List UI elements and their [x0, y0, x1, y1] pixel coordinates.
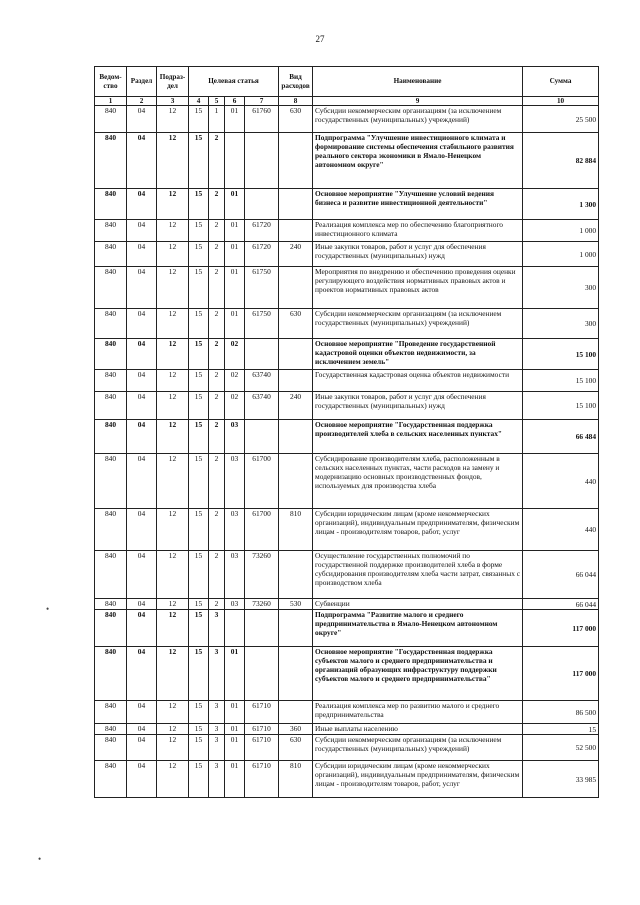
cell-name: Мероприятия по внедрению и обеспечению проведения оценки регулирующего воздействия нормативных правовых актов и проектов нормативных правовых актов [313, 267, 523, 309]
cell-vedom: 840 [95, 106, 127, 133]
cell-vedom: 840 [95, 242, 127, 267]
cell-target-event: 02 [225, 392, 245, 420]
cell-name: Основное мероприятие "Проведение государственной кадастровой оценки объектов недвижимости, за исключением земель" [313, 339, 523, 370]
cell-podrazdel: 12 [157, 454, 189, 509]
cell-name: Иные закупки товаров, работ и услуг для обеспечения государственных (муниципальных) нужд [313, 242, 523, 267]
table-body [95, 67, 599, 798]
cell-sum: 300 [523, 267, 599, 309]
cell-expense-type: 810 [279, 761, 313, 798]
col-number: 8 [279, 97, 313, 106]
header-sum: Сумма [523, 67, 599, 97]
table-row [95, 106, 599, 133]
cell-expense-type: 530 [279, 599, 313, 610]
cell-podrazdel: 12 [157, 133, 189, 189]
cell-name: Иные закупки товаров, работ и услуг для обеспечения государственных (муниципальных) нужд [313, 392, 523, 420]
cell-razdel: 04 [127, 106, 157, 133]
table-row [95, 610, 599, 647]
cell-target-direction: 61700 [245, 509, 279, 551]
cell-razdel: 04 [127, 724, 157, 735]
cell-vedom: 840 [95, 189, 127, 220]
cell-target-program: 15 [189, 724, 209, 735]
cell-target-direction: 61710 [245, 761, 279, 798]
cell-razdel: 04 [127, 420, 157, 454]
cell-target-event: 01 [225, 242, 245, 267]
cell-sum: 440 [523, 509, 599, 551]
cell-name: Основное мероприятие "Государственная поддержка производителей хлеба в сельских населенных пунктах" [313, 420, 523, 454]
col-number: 10 [523, 97, 599, 106]
cell-target-program: 15 [189, 370, 209, 392]
cell-target-subprogram: 2 [209, 454, 225, 509]
table-row [95, 370, 599, 392]
cell-target-subprogram: 3 [209, 647, 225, 701]
cell-target-direction: 73260 [245, 599, 279, 610]
table-row [95, 242, 599, 267]
cell-vedom: 840 [95, 454, 127, 509]
cell-target-program: 15 [189, 133, 209, 189]
cell-sum: 1 000 [523, 220, 599, 242]
header-target-article: Целевая статья [189, 67, 279, 97]
cell-target-direction: 63740 [245, 370, 279, 392]
cell-name: Реализация комплекса мер по развитию малого и среднего предпринимательства [313, 701, 523, 724]
cell-target-direction: 61710 [245, 735, 279, 761]
cell-razdel: 04 [127, 267, 157, 309]
cell-target-event: 03 [225, 551, 245, 599]
cell-podrazdel: 12 [157, 242, 189, 267]
cell-vedom: 840 [95, 339, 127, 370]
cell-target-event: 01 [225, 761, 245, 798]
cell-expense-type: 630 [279, 106, 313, 133]
cell-vedom: 840 [95, 599, 127, 610]
cell-name: Субсидии некоммерческим организациям (за исключением государственных (муниципальных) учреждений) [313, 735, 523, 761]
cell-target-program: 15 [189, 610, 209, 647]
cell-razdel: 04 [127, 509, 157, 551]
cell-sum: 33 985 [523, 761, 599, 798]
cell-podrazdel: 12 [157, 370, 189, 392]
cell-podrazdel: 12 [157, 420, 189, 454]
cell-target-event: 01 [225, 106, 245, 133]
cell-expense-type [279, 551, 313, 599]
cell-target-direction: 61750 [245, 309, 279, 339]
cell-vedom: 840 [95, 610, 127, 647]
cell-expense-type [279, 420, 313, 454]
cell-vedom: 840 [95, 267, 127, 309]
cell-target-event: 01 [225, 701, 245, 724]
cell-expense-type [279, 647, 313, 701]
cell-target-direction: 61750 [245, 267, 279, 309]
cell-target-direction [245, 610, 279, 647]
cell-sum: 1 000 [523, 242, 599, 267]
cell-target-subprogram: 1 [209, 106, 225, 133]
cell-podrazdel: 12 [157, 339, 189, 370]
cell-target-subprogram: 3 [209, 761, 225, 798]
table-header-row [95, 67, 599, 97]
cell-target-subprogram: 2 [209, 551, 225, 599]
cell-expense-type: 810 [279, 509, 313, 551]
cell-target-subprogram: 2 [209, 599, 225, 610]
cell-expense-type [279, 610, 313, 647]
cell-podrazdel: 12 [157, 551, 189, 599]
cell-expense-type: 630 [279, 309, 313, 339]
table-row [95, 420, 599, 454]
table-row [95, 509, 599, 551]
cell-expense-type [279, 189, 313, 220]
cell-name: Субсидии некоммерческим организациям (за исключением государственных (муниципальных) учреждений) [313, 106, 523, 133]
cell-target-event: 01 [225, 647, 245, 701]
cell-sum: 82 884 [523, 133, 599, 189]
cell-target-program: 15 [189, 551, 209, 599]
cell-razdel: 04 [127, 220, 157, 242]
cell-vedom: 840 [95, 220, 127, 242]
table-row [95, 267, 599, 309]
cell-target-direction: 73260 [245, 551, 279, 599]
cell-target-event: 01 [225, 189, 245, 220]
cell-target-event: 01 [225, 220, 245, 242]
cell-podrazdel: 12 [157, 735, 189, 761]
cell-razdel: 04 [127, 370, 157, 392]
cell-vedom: 840 [95, 701, 127, 724]
cell-vedom: 840 [95, 724, 127, 735]
cell-name: Основное мероприятие "Государственная поддержка субъектов малого и среднего предпринимательства и организаций образующих инфраструктуру поддержки субъектов малого и среднего предпринимательства" [313, 647, 523, 701]
cell-target-subprogram: 2 [209, 220, 225, 242]
cell-razdel: 04 [127, 339, 157, 370]
cell-sum: 52 500 [523, 735, 599, 761]
table-row [95, 701, 599, 724]
cell-name: Субсидирование производителям хлеба, расположенным в сельских населенных пунктах, части расходов на замену и модернизацию основных производственных фондов, используемых для производства хлеба [313, 454, 523, 509]
cell-target-program: 15 [189, 242, 209, 267]
cell-podrazdel: 12 [157, 647, 189, 701]
cell-target-program: 15 [189, 509, 209, 551]
header-expense-type: Вид расходов [279, 67, 313, 97]
cell-target-subprogram: 2 [209, 309, 225, 339]
cell-target-program: 15 [189, 420, 209, 454]
col-number: 4 [189, 97, 209, 106]
margin-mark: • [46, 604, 50, 614]
cell-vedom: 840 [95, 309, 127, 339]
table-row [95, 189, 599, 220]
cell-target-subprogram: 3 [209, 701, 225, 724]
cell-target-event: 01 [225, 309, 245, 339]
cell-sum: 117 000 [523, 610, 599, 647]
cell-target-program: 15 [189, 392, 209, 420]
table-row [95, 647, 599, 701]
cell-name: Субсидии некоммерческим организациям (за исключением государственных (муниципальных) учреждений) [313, 309, 523, 339]
cell-target-event: 01 [225, 724, 245, 735]
cell-target-event [225, 610, 245, 647]
cell-name: Субсидии юридическим лицам (кроме некоммерческих организаций), индивидуальным предпринимателям, физическим лицам - производителям товаров, работ, услуг [313, 509, 523, 551]
cell-sum: 1 300 [523, 189, 599, 220]
budget-table [94, 66, 599, 798]
cell-target-event: 01 [225, 267, 245, 309]
table-row [95, 599, 599, 610]
cell-razdel: 04 [127, 242, 157, 267]
cell-target-direction [245, 189, 279, 220]
table-row [95, 309, 599, 339]
cell-target-event: 02 [225, 370, 245, 392]
col-number: 3 [157, 97, 189, 106]
cell-target-subprogram: 2 [209, 370, 225, 392]
cell-name: Подпрограмма "Улучшение инвестиционного климата и формирование системы обеспечения стабильного развития реального сектора экономики в Ямало-Ненецком автономном округе" [313, 133, 523, 189]
cell-target-event: 03 [225, 420, 245, 454]
cell-target-direction [245, 339, 279, 370]
table-row [95, 761, 599, 798]
cell-podrazdel: 12 [157, 267, 189, 309]
cell-razdel: 04 [127, 610, 157, 647]
cell-target-event: 03 [225, 454, 245, 509]
cell-expense-type [279, 220, 313, 242]
cell-expense-type: 360 [279, 724, 313, 735]
cell-expense-type [279, 370, 313, 392]
cell-podrazdel: 12 [157, 509, 189, 551]
col-number: 7 [245, 97, 279, 106]
cell-target-program: 15 [189, 189, 209, 220]
cell-target-program: 15 [189, 339, 209, 370]
col-number: 9 [313, 97, 523, 106]
cell-sum: 15 100 [523, 392, 599, 420]
cell-target-direction [245, 647, 279, 701]
cell-sum: 15 [523, 724, 599, 735]
cell-target-subprogram: 2 [209, 392, 225, 420]
cell-target-event: 03 [225, 599, 245, 610]
cell-target-program: 15 [189, 309, 209, 339]
table-row [95, 551, 599, 599]
cell-razdel: 04 [127, 454, 157, 509]
col-number: 5 [209, 97, 225, 106]
col-number: 6 [225, 97, 245, 106]
cell-vedom: 840 [95, 133, 127, 189]
cell-razdel: 04 [127, 189, 157, 220]
table-row [95, 724, 599, 735]
cell-sum: 15 100 [523, 370, 599, 392]
cell-vedom: 840 [95, 392, 127, 420]
cell-expense-type [279, 267, 313, 309]
cell-sum: 66 044 [523, 599, 599, 610]
cell-vedom: 840 [95, 370, 127, 392]
cell-podrazdel: 12 [157, 220, 189, 242]
table-row [95, 454, 599, 509]
cell-target-event: 03 [225, 509, 245, 551]
cell-target-subprogram: 2 [209, 509, 225, 551]
cell-razdel: 04 [127, 735, 157, 761]
cell-name: Государственная кадастровая оценка объектов недвижимости [313, 370, 523, 392]
cell-razdel: 04 [127, 761, 157, 798]
header-razdel: Раздел [127, 67, 157, 97]
cell-razdel: 04 [127, 309, 157, 339]
cell-sum: 300 [523, 309, 599, 339]
table-row [95, 220, 599, 242]
cell-podrazdel: 12 [157, 610, 189, 647]
cell-target-program: 15 [189, 599, 209, 610]
cell-podrazdel: 12 [157, 599, 189, 610]
cell-target-subprogram: 2 [209, 189, 225, 220]
cell-expense-type [279, 339, 313, 370]
page-number: 27 [315, 34, 325, 44]
cell-target-subprogram: 3 [209, 724, 225, 735]
cell-sum: 117 000 [523, 647, 599, 701]
cell-target-subprogram: 2 [209, 133, 225, 189]
cell-expense-type [279, 133, 313, 189]
cell-name: Субсидии юридическим лицам (кроме некоммерческих организаций), индивидуальным предпринимателям, физическим лицам - производителям товаров, работ, услуг [313, 761, 523, 798]
cell-expense-type [279, 454, 313, 509]
cell-sum: 66 044 [523, 551, 599, 599]
header-vedom: Ведом-ство [95, 67, 127, 97]
cell-target-direction [245, 420, 279, 454]
margin-mark: • [38, 854, 42, 864]
cell-target-subprogram: 2 [209, 420, 225, 454]
cell-name: Осуществление государственных полномочий по государственной поддержке производителей хлеба в форме субсидирования производителям хлеба части затрат, связанных с производством хлеба [313, 551, 523, 599]
cell-podrazdel: 12 [157, 701, 189, 724]
col-number: 1 [95, 97, 127, 106]
cell-target-direction: 61720 [245, 242, 279, 267]
cell-podrazdel: 12 [157, 724, 189, 735]
cell-target-event [225, 133, 245, 189]
cell-target-program: 15 [189, 106, 209, 133]
cell-target-direction: 61760 [245, 106, 279, 133]
cell-target-direction: 61710 [245, 701, 279, 724]
cell-target-program: 15 [189, 701, 209, 724]
cell-name: Субвенции [313, 599, 523, 610]
cell-target-event: 01 [225, 735, 245, 761]
column-numbers-row [95, 97, 599, 106]
cell-target-event: 02 [225, 339, 245, 370]
header-podrazdel: Подраз-дел [157, 67, 189, 97]
cell-podrazdel: 12 [157, 761, 189, 798]
cell-sum: 86 500 [523, 701, 599, 724]
cell-vedom: 840 [95, 551, 127, 599]
cell-expense-type: 240 [279, 392, 313, 420]
cell-podrazdel: 12 [157, 392, 189, 420]
cell-razdel: 04 [127, 551, 157, 599]
col-number: 2 [127, 97, 157, 106]
table-row [95, 339, 599, 370]
cell-razdel: 04 [127, 647, 157, 701]
cell-target-subprogram: 2 [209, 242, 225, 267]
cell-sum: 25 500 [523, 106, 599, 133]
cell-vedom: 840 [95, 735, 127, 761]
cell-podrazdel: 12 [157, 309, 189, 339]
cell-target-direction: 63740 [245, 392, 279, 420]
cell-sum: 15 100 [523, 339, 599, 370]
table-row [95, 735, 599, 761]
cell-target-subprogram: 3 [209, 735, 225, 761]
cell-razdel: 04 [127, 392, 157, 420]
cell-target-program: 15 [189, 761, 209, 798]
cell-target-program: 15 [189, 735, 209, 761]
cell-target-direction: 61720 [245, 220, 279, 242]
cell-sum: 440 [523, 454, 599, 509]
cell-podrazdel: 12 [157, 189, 189, 220]
cell-razdel: 04 [127, 133, 157, 189]
cell-expense-type: 630 [279, 735, 313, 761]
cell-target-program: 15 [189, 647, 209, 701]
cell-target-subprogram: 2 [209, 339, 225, 370]
cell-target-program: 15 [189, 220, 209, 242]
cell-target-direction: 61710 [245, 724, 279, 735]
cell-sum: 66 484 [523, 420, 599, 454]
table-row [95, 133, 599, 189]
cell-name: Подпрограмма "Развитие малого и среднего предпринимательства в Ямало-Ненецком автономном округе" [313, 610, 523, 647]
cell-target-subprogram: 2 [209, 267, 225, 309]
cell-name: Основное мероприятие "Улучшение условий ведения бизнеса и развитие инвестиционной деятельности" [313, 189, 523, 220]
cell-target-program: 15 [189, 267, 209, 309]
cell-vedom: 840 [95, 647, 127, 701]
cell-name: Иные выплаты населению [313, 724, 523, 735]
cell-vedom: 840 [95, 761, 127, 798]
cell-podrazdel: 12 [157, 106, 189, 133]
cell-razdel: 04 [127, 701, 157, 724]
cell-target-program: 15 [189, 454, 209, 509]
cell-razdel: 04 [127, 599, 157, 610]
cell-name: Реализация комплекса мер по обеспечению благоприятного инвестиционного климата [313, 220, 523, 242]
cell-target-subprogram: 3 [209, 610, 225, 647]
header-name: Наименование [313, 67, 523, 97]
cell-expense-type: 240 [279, 242, 313, 267]
cell-vedom: 840 [95, 509, 127, 551]
cell-vedom: 840 [95, 420, 127, 454]
cell-target-direction: 61700 [245, 454, 279, 509]
cell-expense-type [279, 701, 313, 724]
cell-target-direction [245, 133, 279, 189]
table-row [95, 392, 599, 420]
